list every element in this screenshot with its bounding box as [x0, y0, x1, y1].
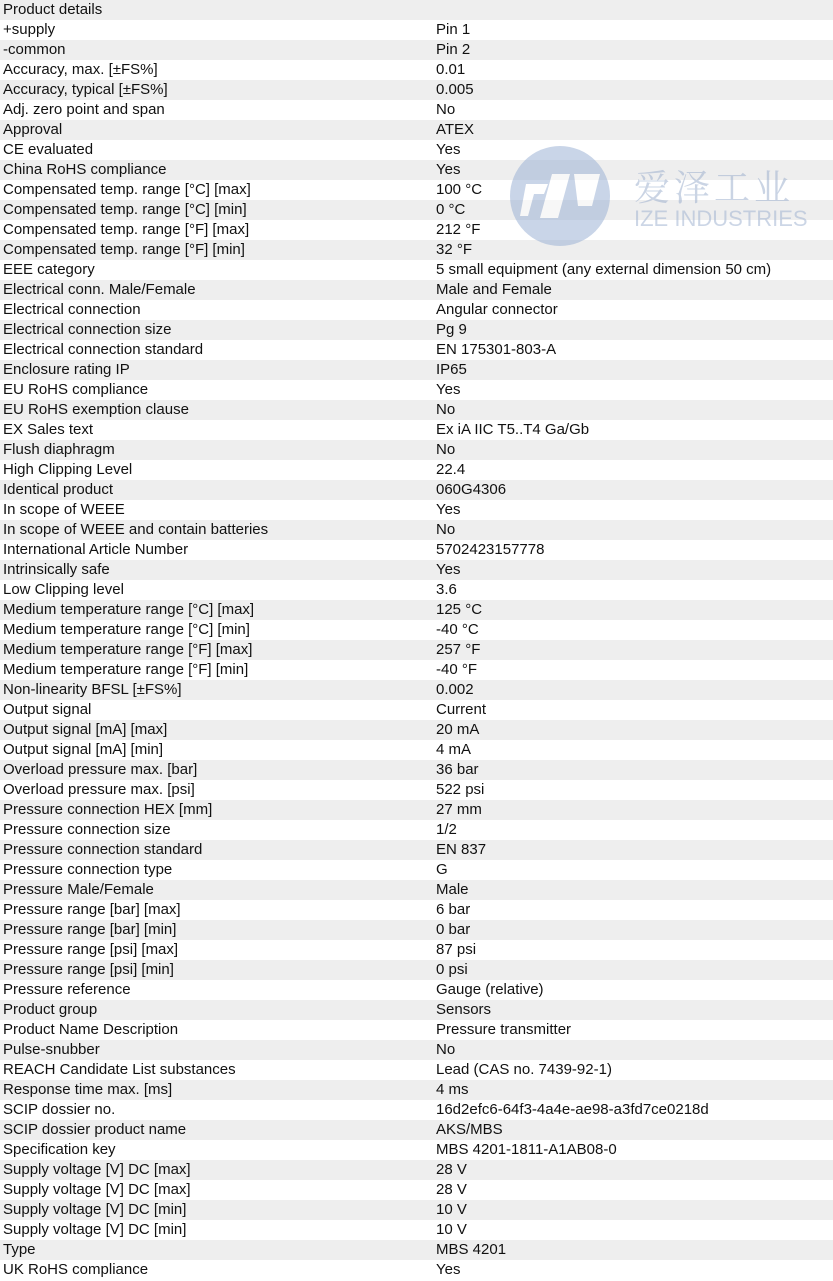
row-value: Yes: [436, 141, 461, 158]
row-label: Compensated temp. range [°F] [max]: [3, 221, 250, 238]
row-value: Yes: [436, 381, 461, 398]
row-value: 4 mA: [436, 741, 472, 758]
row-value: Male: [436, 881, 469, 898]
row-label: EU RoHS exemption clause: [3, 401, 189, 418]
row-value: Gauge (relative): [436, 981, 544, 998]
row-value: 212 °F: [436, 221, 481, 238]
row-label: Accuracy, max. [±FS%]: [3, 61, 158, 78]
table-row: [0, 60, 833, 80]
row-label: EU RoHS compliance: [3, 381, 149, 398]
table-row: [0, 1260, 833, 1280]
row-value: No: [436, 101, 456, 118]
row-value: Yes: [436, 161, 461, 178]
table-row: [0, 20, 833, 40]
row-label: Supply voltage [V] DC [max]: [3, 1161, 191, 1178]
table-row: [0, 200, 833, 220]
row-label: +supply: [3, 21, 56, 38]
row-value: 20 mA: [436, 721, 480, 738]
table-row: [0, 1140, 833, 1160]
row-label: Approval: [3, 121, 63, 138]
table-row: [0, 460, 833, 480]
row-value: Yes: [436, 561, 461, 578]
row-label: Flush diaphragm: [3, 441, 115, 458]
row-value: 0.002: [436, 681, 474, 698]
table-row: [0, 1200, 833, 1220]
table-row: [0, 440, 833, 460]
row-value: -40 °F: [436, 661, 478, 678]
row-label: In scope of WEEE: [3, 501, 125, 518]
table-row: [0, 1160, 833, 1180]
row-value: 36 bar: [436, 761, 479, 778]
row-label: EX Sales text: [3, 421, 94, 438]
table-row: [0, 740, 833, 760]
table-row: [0, 360, 833, 380]
row-label: Compensated temp. range [°C] [max]: [3, 181, 251, 198]
table-row: [0, 120, 833, 140]
row-value: 22.4: [436, 461, 466, 478]
row-label: China RoHS compliance: [3, 161, 167, 178]
table-row: [0, 900, 833, 920]
row-value: Pressure transmitter: [436, 1021, 572, 1038]
row-label: Output signal: [3, 701, 92, 718]
table-row: [0, 560, 833, 580]
row-value: -40 °C: [436, 621, 479, 638]
table-row: [0, 760, 833, 780]
row-label: Overload pressure max. [bar]: [3, 761, 198, 778]
row-label: Supply voltage [V] DC [max]: [3, 1181, 191, 1198]
table-row: [0, 240, 833, 260]
row-value: 257 °F: [436, 641, 481, 658]
table-row: [0, 180, 833, 200]
row-value: IP65: [436, 361, 467, 378]
row-label: Pressure range [psi] [min]: [3, 961, 174, 978]
row-label: Pressure connection standard: [3, 841, 203, 858]
row-value: Ex iA IIC T5..T4 Ga/Gb: [436, 421, 590, 438]
row-label: International Article Number: [3, 541, 189, 558]
row-value: 16d2efc6-64f3-4a4e-ae98-a3fd7ce0218d: [436, 1101, 709, 1118]
row-label: Intrinsically safe: [3, 561, 110, 578]
row-value: 1/2: [436, 821, 457, 838]
table-row: [0, 1000, 833, 1020]
row-label: Non-linearity BFSL [±FS%]: [3, 681, 182, 698]
row-value: 32 °F: [436, 241, 473, 258]
table-row: [0, 1240, 833, 1260]
table-row: [0, 700, 833, 720]
table-row: [0, 1180, 833, 1200]
row-value: MBS 4201: [436, 1241, 507, 1258]
row-value: EN 175301-803-A: [436, 341, 557, 358]
table-row: [0, 860, 833, 880]
row-value: 10 V: [436, 1221, 467, 1238]
row-label: Compensated temp. range [°F] [min]: [3, 241, 245, 258]
row-label: Electrical connection: [3, 301, 141, 318]
row-label: Medium temperature range [°C] [max]: [3, 601, 255, 618]
row-value: 6 bar: [436, 901, 471, 918]
row-value: 4 ms: [436, 1081, 469, 1098]
row-value: 0.005: [436, 81, 474, 98]
table-row: [0, 1080, 833, 1100]
row-label: CE evaluated: [3, 141, 94, 158]
row-value: Sensors: [436, 1001, 492, 1018]
table-row: [0, 920, 833, 940]
row-label: Output signal [mA] [min]: [3, 741, 164, 758]
row-value: 5 small equipment (any external dimension 50 cm): [436, 261, 772, 278]
row-label: Pressure reference: [3, 981, 131, 998]
row-value: Yes: [436, 1261, 461, 1278]
table-row: [0, 680, 833, 700]
row-label: Electrical conn. Male/Female: [3, 281, 196, 298]
row-label: Supply voltage [V] DC [min]: [3, 1201, 187, 1218]
table-row: [0, 500, 833, 520]
table-row: [0, 660, 833, 680]
row-label: Output signal [mA] [max]: [3, 721, 168, 738]
row-label: Electrical connection size: [3, 321, 172, 338]
row-value: 28 V: [436, 1181, 467, 1198]
table-row: [0, 520, 833, 540]
row-value: 28 V: [436, 1161, 467, 1178]
table-row: [0, 380, 833, 400]
row-label: Medium temperature range [°C] [min]: [3, 621, 250, 638]
row-label: Product Name Description: [3, 1021, 179, 1038]
table-row: [0, 40, 833, 60]
row-value: Yes: [436, 501, 461, 518]
table-row: [0, 940, 833, 960]
row-value: 3.6: [436, 581, 457, 598]
table-row: [0, 800, 833, 820]
table-row: [0, 100, 833, 120]
table-row: [0, 260, 833, 280]
row-label: Pressure connection type: [3, 861, 173, 878]
row-value: No: [436, 441, 456, 458]
table-row: [0, 220, 833, 240]
row-value: 060G4306: [436, 481, 507, 498]
row-label: EEE category: [3, 261, 95, 278]
row-value: 125 °C: [436, 601, 483, 618]
row-label: SCIP dossier product name: [3, 1121, 187, 1138]
row-value: 87 psi: [436, 941, 477, 958]
row-label: Pressure connection size: [3, 821, 171, 838]
table-row: [0, 280, 833, 300]
table-row: [0, 580, 833, 600]
table-row: [0, 300, 833, 320]
row-value: Lead (CAS no. 7439-92-1): [436, 1061, 612, 1078]
row-label: REACH Candidate List substances: [3, 1061, 236, 1078]
row-label: High Clipping Level: [3, 461, 133, 478]
row-value: Angular connector: [436, 301, 558, 318]
row-value: No: [436, 521, 456, 538]
row-label: Electrical connection standard: [3, 341, 204, 358]
table-row: [0, 160, 833, 180]
row-value: 27 mm: [436, 801, 482, 818]
row-value: Pin 1: [436, 21, 471, 38]
table-row: [0, 80, 833, 100]
table-row: [0, 880, 833, 900]
row-label: Low Clipping level: [3, 581, 124, 598]
row-value: No: [436, 1041, 456, 1058]
row-value: 0 psi: [436, 961, 468, 978]
table-row: [0, 400, 833, 420]
table-row: [0, 420, 833, 440]
row-value: ATEX: [436, 121, 475, 138]
row-label: Medium temperature range [°F] [max]: [3, 641, 253, 658]
row-value: EN 837: [436, 841, 487, 858]
row-value: 10 V: [436, 1201, 467, 1218]
watermark-cn-text: 爱泽工业: [634, 168, 795, 209]
row-value: Male and Female: [436, 281, 552, 298]
row-label: In scope of WEEE and contain batteries: [3, 521, 269, 538]
table-row: [0, 620, 833, 640]
row-label: Medium temperature range [°F] [min]: [3, 661, 249, 678]
row-label: Overload pressure max. [psi]: [3, 781, 195, 798]
row-label: Accuracy, typical [±FS%]: [3, 81, 168, 98]
table-row: [0, 1060, 833, 1080]
row-value: Current: [436, 701, 487, 718]
table-row: [0, 840, 833, 860]
row-label: Response time max. [ms]: [3, 1081, 173, 1098]
table-row: [0, 720, 833, 740]
row-value: G: [436, 861, 448, 878]
table-row: [0, 820, 833, 840]
row-value: 5702423157778: [436, 541, 545, 558]
row-value: 0.01: [436, 61, 466, 78]
row-value: 0 bar: [436, 921, 471, 938]
table-row: [0, 780, 833, 800]
row-label: Compensated temp. range [°C] [min]: [3, 201, 247, 218]
row-label: Pressure range [psi] [max]: [3, 941, 179, 958]
table-row: [0, 480, 833, 500]
row-value: 522 psi: [436, 781, 485, 798]
row-value: No: [436, 401, 456, 418]
row-value: Pin 2: [436, 41, 471, 58]
row-label: UK RoHS compliance: [3, 1261, 149, 1278]
table-row: [0, 600, 833, 620]
row-label: Type: [3, 1241, 36, 1258]
row-label: Adj. zero point and span: [3, 101, 165, 118]
row-value: Pg 9: [436, 321, 467, 338]
table-row: [0, 140, 833, 160]
row-value: MBS 4201-1811-A1AB08-0: [436, 1141, 617, 1158]
table-row: [0, 320, 833, 340]
row-label: Supply voltage [V] DC [min]: [3, 1221, 187, 1238]
row-label: Pressure range [bar] [max]: [3, 901, 181, 918]
row-label: Pressure range [bar] [min]: [3, 921, 177, 938]
table-row: [0, 1040, 833, 1060]
table-row: [0, 540, 833, 560]
table-row: [0, 1100, 833, 1120]
row-label: Pressure connection HEX [mm]: [3, 801, 213, 818]
watermark-en-text: IZE INDUSTRIES: [634, 206, 808, 231]
row-label: -common: [3, 41, 66, 58]
table-row: [0, 640, 833, 660]
row-label: Pressure Male/Female: [3, 881, 154, 898]
row-value: 100 °C: [436, 181, 483, 198]
row-label: Pulse-snubber: [3, 1041, 100, 1058]
row-label: SCIP dossier no.: [3, 1101, 116, 1118]
row-value: AKS/MBS: [436, 1121, 503, 1138]
table-row: [0, 1120, 833, 1140]
row-label: Identical product: [3, 481, 114, 498]
table-row: [0, 340, 833, 360]
table-header: Product details: [3, 1, 103, 18]
table-row: [0, 1220, 833, 1240]
row-label: Specification key: [3, 1141, 116, 1158]
table-row: [0, 1020, 833, 1040]
table-row: [0, 980, 833, 1000]
row-value: 0 °C: [436, 201, 466, 218]
table-row: [0, 960, 833, 980]
table-header-row: [0, 0, 833, 20]
row-label: Enclosure rating IP: [3, 361, 130, 378]
row-label: Product group: [3, 1001, 98, 1018]
